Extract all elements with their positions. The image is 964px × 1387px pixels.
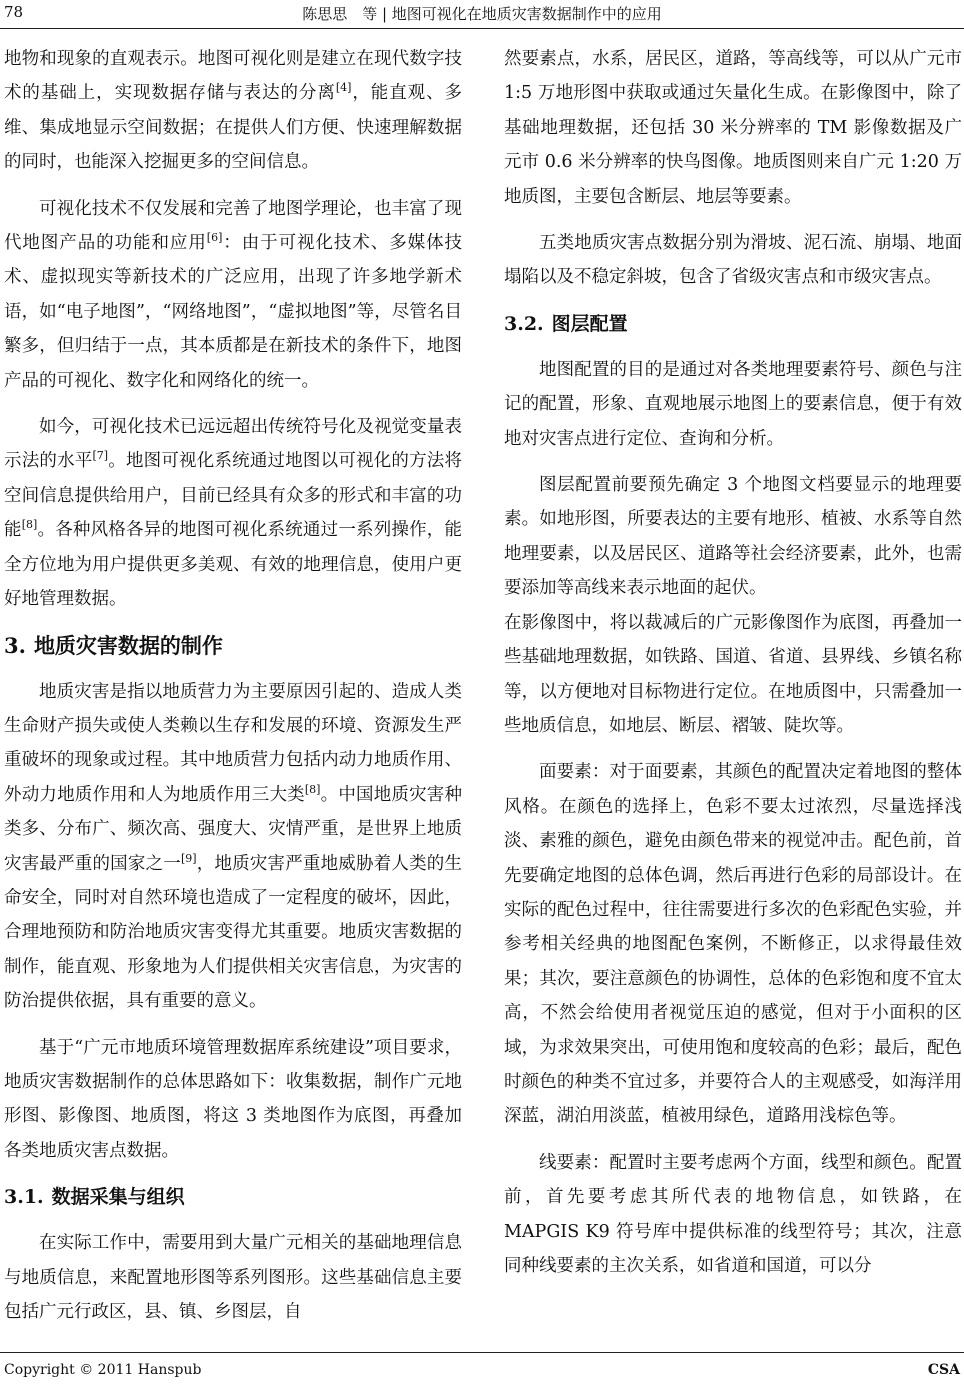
- citation: [8]: [21, 518, 38, 532]
- journal-abbreviation: CSA: [927, 1362, 960, 1378]
- section-number: 3.: [4, 632, 26, 658]
- paragraph: 在实际工作中，需要用到大量广元相关的基础地理信息与地质信息，来配置地形图等系列图形。这些基础信息主要包括广元行政区，县、镇、乡图层，自: [4, 1233, 462, 1322]
- section-title: 地质灾害数据的制作: [33, 633, 223, 658]
- subsection-number: 3.1.: [4, 1186, 44, 1209]
- citation: [8]: [304, 782, 321, 796]
- page-footer: [0, 1352, 964, 1387]
- paragraph: 五类地质灾害点数据分别为滑坡、泥石流、崩塌、地面塌陷以及不稳定斜坡，包含了省级灾害点和市级灾害点。: [504, 233, 962, 288]
- left-column: [4, 42, 462, 1342]
- paragraph: [4, 42, 462, 180]
- page-number: 78: [4, 3, 24, 21]
- copyright-notice: Copyright © 2011 Hanspub: [4, 1362, 202, 1378]
- citation: [7]: [92, 449, 109, 463]
- text: 地物和现象的直观表示。地图可视化则是建立在现代数字技术的基础上，实现数据存储与表达的分离: [4, 49, 462, 104]
- paragraph: 基于“广元市地质环境管理数据库系统建设”项目要求，地质灾害数据制作的总体思路如下：收集数据，制作广元地形图、影像图、地质图，将这 3 类地图作为底图，再叠加各类地质灾害点数据。: [4, 1037, 462, 1161]
- paragraph: [4, 410, 462, 616]
- text: 如今，可视化技术已远远超出传统符号化及视觉变量表示法的水平: [4, 417, 462, 472]
- citation: [4]: [335, 81, 352, 95]
- paragraph: [4, 675, 462, 1019]
- text: 可视化技术不仅发展和完善了地图学理论，也丰富了现代地图产品的功能和应用: [4, 198, 462, 254]
- running-head: 陈思思 等 | 地图可视化在地质灾害数据制作中的应用: [302, 5, 662, 23]
- page-header: [0, 0, 964, 29]
- subsection-title: 数据采集与组织: [51, 1186, 185, 1209]
- text: ，地质灾害严重地威胁着人类的生命安全，同时对自然环境也造成了一定程度的破坏，因此，合理地预防和防治地质灾害变得尤其重要。地质灾害数据的制作，能直观、形象地为人们提供相关灾害信息，为灾害的防治提供依据，具有重要的意义。: [4, 853, 462, 1012]
- text: ，能直观、多维、集成地显示空间数据；在提供人们方便、快速理解数据的同时，也能深入挖掘更多的空间信息。: [4, 83, 462, 173]
- text: 。各种风格各异的地图可视化系统通过一系列操作，能全方位地为用户提供更多美观、有效的地理信息，使用户更好地管理数据。: [4, 520, 462, 610]
- paragraph: 面要素：对于面要素，其颜色的配置决定着地图的整体风格。在颜色的选择上，色彩不要太过浓烈，尽量选择浅淡、素雅的颜色，避免由颜色带来的视觉冲击。配色前，首先要确定地图的总体色调，然后再进行色彩的局部设计。在实际的配色过程中，往往需要进行多次的色彩配色实验，并参考相关经典的地图配色案例，不断修正，以求得最佳效果；其次，要注意颜色的协调性，总体的色彩饱和度不宜太高，不然会给使用者视觉压迫的感觉，但对于小面积的区域，为求效果突出，可使用饱和度较高的色彩；最后，配色时颜色的种类不宜过多，并要符合人的主观感受，如海洋用深蓝，湖泊用淡蓝，植被用绿色，道路用浅棕色等。: [504, 762, 962, 1127]
- citation: [9]: [180, 851, 197, 865]
- subsection-title: 图层配置: [551, 312, 628, 335]
- paragraph: 线要素：配置时主要考虑两个方面，线型和颜色。配置前，首先要考虑其所代表的地物信息，如铁路，在 MAPGIS K9 符号库中提供标准的线型符号；其次，注意同种线要素的主次关系，如省道和国道，可以分: [504, 1152, 962, 1276]
- paragraph: 地图配置的目的是通过对各类地理要素符号、颜色与注记的配置，形象、直观地展示地图上的要素信息，便于有效地对灾害点进行定位、查询和分析。: [504, 359, 962, 449]
- subsection-heading: [4, 1180, 462, 1214]
- subsection-heading: [504, 307, 962, 341]
- right-column: [504, 42, 962, 1342]
- subsection-number: 3.2.: [504, 312, 544, 335]
- citation: [6]: [206, 231, 223, 245]
- text: 。中国地质灾害种类多、分布广、频次高、强度大、灾情严重，是世界上地质灾害最严重的国家之一: [4, 784, 462, 874]
- text: 地质灾害是指以地质营力为主要原因引起的、造成人类生命财产损失或使人类赖以生存和发展的环境、资源发生严重破坏的现象或过程。其中地质营力包括内动力地质作用、外动力地质作用和人为地质作用三大类: [4, 681, 462, 805]
- text: ：由于可视化技术、多媒体技术、虚拟现实等新技术的广泛应用，出现了许多地学新术语，如“电子地图”，“网络地图”，“虚拟地图”等，尽管名目繁多，但归结于一点，其本质都是在新技术的条件下，地图产品的可视化、数字化和网络化的统一。: [4, 233, 462, 391]
- text: 。地图可视化系统通过地图以可视化的方法将空间信息提供给用户，目前已经具有众多的形式和丰富的功能: [4, 451, 462, 541]
- section-heading: [4, 629, 462, 663]
- paragraph: [4, 192, 462, 398]
- paragraph: 在影像图中，将以裁减后的广元影像图作为底图，再叠加一些基础地理数据，如铁路、国道、省道、县界线、乡镇名称等，以方便地对目标物进行定位。在地质图中，只需叠加一些地质信息，如地层、断层、褶皱、陡坎等。: [504, 612, 962, 736]
- paragraph: 图层配置前要预先确定 3 个地图文档要显示的地理要素。如地形图，所要表达的主要有地形、植被、水系等自然地理要素，以及居民区、道路等社会经济要素，此外，也需要添加等高线来表示地面的起伏。: [504, 475, 962, 599]
- paragraph: 然要素点，水系，居民区，道路，等高线等，可以从广元市 1:5 万地形图中获取或通过矢量化生成。在影像图中，除了基础地理数据，还包括 30 米分辨率的 TM 影像数据及广元市 0.6 米分辨率的快鸟图像。地质图则来自广元 1:20 万地质图，主要包含断层、地层等要素。: [504, 49, 962, 207]
